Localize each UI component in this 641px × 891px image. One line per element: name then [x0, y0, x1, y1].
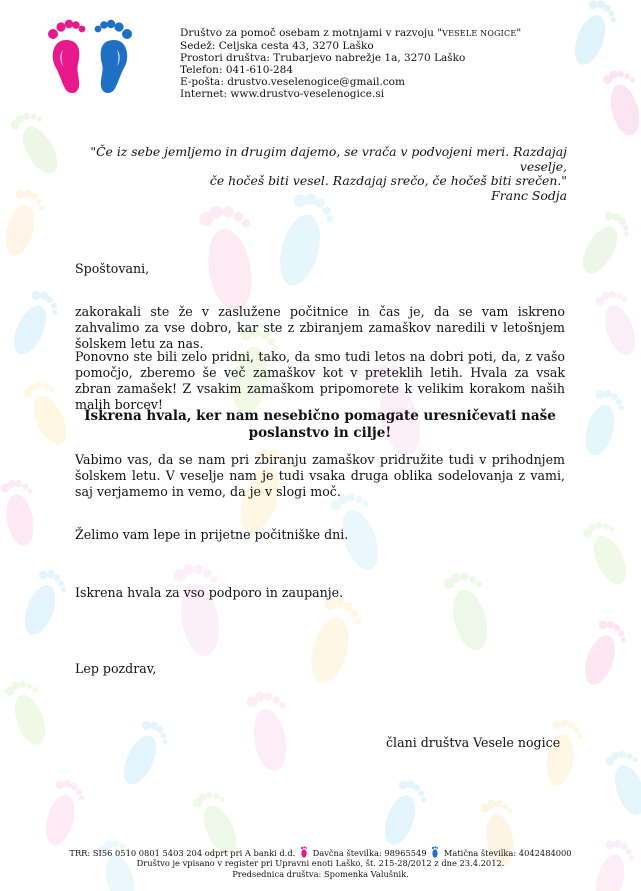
website-line: Internet: www.drustvo-veselenogice.si	[180, 88, 385, 101]
quote-author: Franc Sodja	[491, 187, 567, 203]
quote-block	[47, 145, 567, 203]
president-note: Predsednica društva: Spomenka Valušnik.	[232, 868, 409, 879]
footer	[0, 846, 641, 879]
quote-line: "Če iz sebe jemljemo in drugim dajemo, se vrača v podvojeni meri. Razdajaj veselje,	[90, 144, 567, 174]
premises-line: Prostori društva: Trubarjevo nabrežje 1a, 3270 Laško	[180, 52, 466, 65]
register-note: Društvo je vpisano v register pri Upravni enoti Laško, št. 215-28/2012 z dne 23.4.2012.	[136, 858, 505, 869]
signature: člani društva Vesele nogice	[386, 735, 561, 750]
organization-header	[180, 27, 521, 101]
bold-thanks-heading: Iskrena hvala, ker nam nesebično pomagate uresničevati naše poslanstvo in cilje!	[84, 408, 556, 441]
organization-name: Društvo za pomoč osebam z motnjami v razvoju "VESELE NOGICE"	[180, 27, 522, 39]
pink-footprint-icon	[300, 846, 308, 858]
phone-line: Telefon: 041-610-284	[180, 64, 294, 77]
paragraph-invitation: Vabimo vas, da se nam pri zbiranju zamaškov pridružite tudi v prihodnjem šolskem letu. V veselje nam je tudi vsaka druga oblika sodelovanja z vami, saj verjamemo in vemo, da je v slogi moč.	[75, 452, 565, 499]
paragraph-thanks: zakorakali ste že v zaslužene počitnice in čas je, da se vam iskreno zahvalimo za vse dobro, kar ste z zbiranjem zamaškov naredili v letošnjem šolskem letu za nas.	[75, 304, 565, 351]
paragraph-collection: Ponovno ste bili zelo pridni, tako, da smo tudi letos na dobri poti, da, z vašo pomočjo, zberemo še več zamaškov kot v preteklih letih. Hvala za vsak zbran zamašek! Z vsakim zamaškom pripomorete k velikim korakom naših malih borcev!	[75, 349, 565, 412]
footer-bank-row	[0, 846, 641, 858]
tax-number: Davčna številka: 98965549	[312, 848, 427, 858]
email-line: E-pošta: drustvo.veselenogice@gmail.com	[180, 76, 405, 89]
quote-line: če hočeš biti vesel. Razdajaj srečo, če hočeš biti srečen."	[209, 173, 567, 188]
blue-footprint-icon	[431, 846, 439, 858]
registration-number: Matična številka: 4042484000	[443, 848, 572, 858]
logo-footprints-icon	[44, 10, 136, 96]
salutation: Spoštovani,	[75, 261, 150, 276]
closing: Lep pozdrav,	[75, 661, 157, 676]
address-line: Sedež: Celjska cesta 43, 3270 Laško	[180, 40, 374, 53]
bank-account: TRR: SI56 0510 0801 5403 204 odprt pri A banki d.d.	[69, 848, 296, 858]
paragraph-gratitude: Iskrena hvala za vso podporo in zaupanje.	[75, 585, 344, 600]
paragraph-wishes: Želimo vam lepe in prijetne počitniške dni.	[75, 527, 349, 542]
